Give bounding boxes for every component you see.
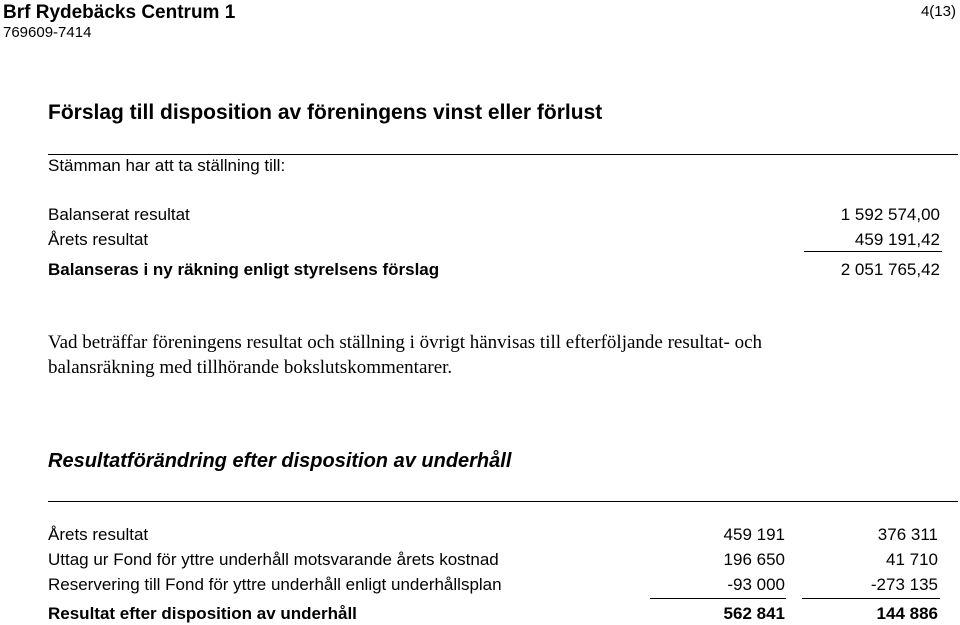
table-row-label: Reservering till Fond för yttre underhåll enligt underhållsplan [48, 575, 502, 594]
page-number: 4(13) [920, 3, 956, 20]
table-total-label: Resultat efter disposition av underhåll [48, 604, 357, 623]
divider-line [48, 501, 958, 502]
sum-underline [650, 598, 786, 599]
year-result-value: 459 191,42 [854, 230, 940, 249]
sum-underline [804, 251, 942, 252]
table-row-col2: -273 135 [870, 575, 938, 594]
table-total-col1: 562 841 [723, 604, 785, 623]
year-result-label: Årets resultat [48, 230, 149, 249]
intro-text: Stämman har att ta ställning till: [48, 156, 286, 175]
table-row-label: Uttag ur Fond för yttre underhåll motsvarande årets kostnad [48, 550, 499, 569]
sum-underline [802, 598, 940, 599]
result-change-title: Resultatförändring efter disposition av underhåll [48, 450, 512, 472]
table-row-col1: 459 191 [723, 525, 785, 544]
table-row-label: Årets resultat [48, 525, 149, 544]
note-line-2: balansräkning med tillhörande bokslutskommentarer. [48, 357, 453, 378]
table-row-col1: 196 650 [723, 550, 785, 569]
disposition-title: Förslag till disposition av föreningens vinst eller förlust [48, 101, 603, 124]
divider-line [48, 154, 958, 155]
note-line-1: Vad beträffar föreningens resultat och ställning i övrigt hänvisas till efterföljande resultat- och [48, 332, 763, 353]
company-name: Brf Rydebäcks Centrum 1 [3, 2, 236, 23]
table-total-col2: 144 886 [876, 604, 938, 623]
table-row-col2: 41 710 [886, 550, 938, 569]
carried-forward-value: 2 051 765,42 [840, 260, 940, 279]
balanced-result-label: Balanserat resultat [48, 205, 190, 224]
table-row-col1: -93 000 [727, 575, 785, 594]
carried-forward-label: Balanseras i ny räkning enligt styrelsens förslag [48, 260, 440, 279]
table-row-col2: 376 311 [877, 525, 938, 544]
balanced-result-value: 1 592 574,00 [840, 205, 940, 224]
org-number: 769609-7414 [3, 24, 92, 41]
